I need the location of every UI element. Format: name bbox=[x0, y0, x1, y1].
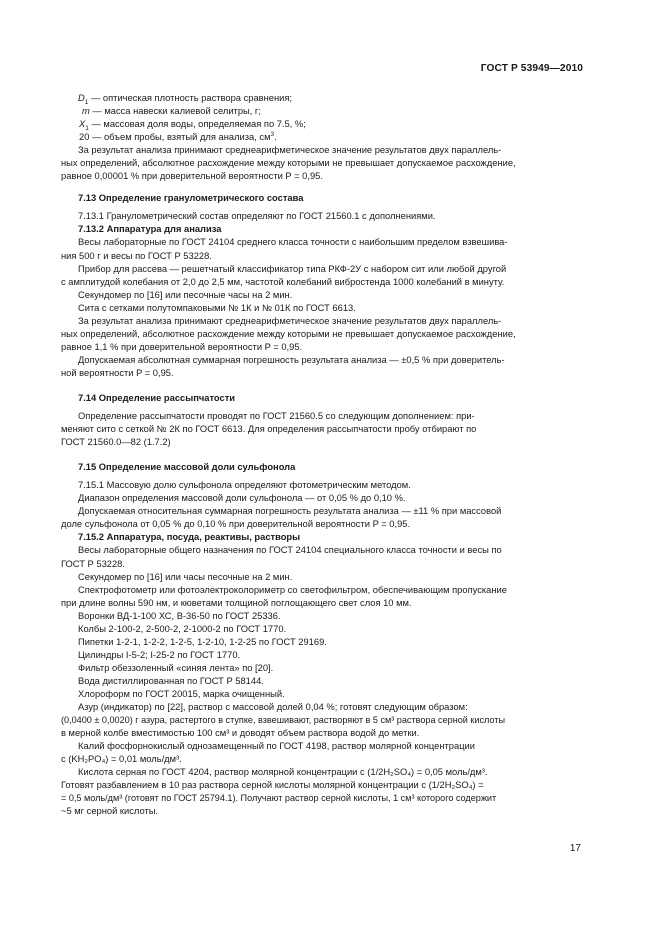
text-line: = 0,5 моль/дм³ (готовят по ГОСТ 25794.1). Получают раствор серной кислоты, 1 см³ которого содержит bbox=[61, 793, 497, 804]
def-symbol: 20 bbox=[79, 132, 90, 143]
text-line: ния 500 г и весы по ГОСТ Р 53228. bbox=[61, 250, 212, 261]
text-line: Прибор для рассева — решетчатый классификатор типа РКФ-2У с набором сит или любой другой bbox=[78, 263, 507, 274]
text-line: в мерной колбе вместимостью 100 см³ и доводят объем раствора водой до метки. bbox=[61, 728, 420, 739]
def-symbol: m bbox=[82, 106, 90, 117]
result-paragraph bbox=[61, 144, 583, 183]
text-line: Воронки ВД-1-100 ХС, В-36-50 по ГОСТ 25336. bbox=[78, 610, 281, 621]
text-line: Секундомер по [16] или часы песочные на 2 мин. bbox=[78, 571, 293, 582]
subsection-title: 7.15.2 Аппаратура, посуда, реактивы, растворы bbox=[78, 532, 301, 543]
section-title: 7.13 Определение гранулометрического состава bbox=[78, 193, 304, 204]
standard-header: ГОСТ Р 53949—2010 bbox=[480, 63, 583, 74]
def-sub: 1 bbox=[85, 124, 89, 132]
text-line: ГОСТ 21560.0—82 (1.7.2) bbox=[61, 437, 171, 448]
text-line: Спектрофотометр или фотоэлектроколориметр со светофильтром, обеспечивающим пропускание bbox=[78, 584, 507, 595]
text-line: ных определений, абсолютное расхождение между которыми не превышает допускаемое расхождение, bbox=[61, 328, 516, 339]
text-line: Хлороформ по ГОСТ 20015, марка очищенный. bbox=[78, 688, 285, 699]
section-7-14 bbox=[61, 392, 583, 449]
text-line: 7.15.1 Массовую долю сульфонола определяют фотометрическим методом. bbox=[78, 480, 411, 491]
text-line: Пипетки 1-2-1, 1-2-2, 1-2-5, 1-2-10, 1-2-25 по ГОСТ 29169. bbox=[78, 636, 327, 647]
text-line: 7.13.1 Гранулометрический состав определяют по ГОСТ 21560.1 с дополнениями. bbox=[78, 211, 436, 222]
text-line: Калий фосфорнокислый однозамещенный по ГОСТ 4198, раствор молярной концентрации bbox=[78, 741, 475, 752]
text-line: (0,0400 ± 0,0020) г азура, растертого в ступке, взвешивают, растворяют в 5 см³ раствора серной кислоты bbox=[61, 715, 505, 726]
text-line: ной вероятности P = 0,95. bbox=[61, 367, 174, 378]
section-title: 7.14 Определение рассыпчатости bbox=[78, 392, 236, 403]
definition-item bbox=[78, 105, 583, 118]
definitions-list bbox=[78, 92, 583, 144]
text-line: Колбы 2-100-2, 2-500-2, 2-1000-2 по ГОСТ 1770. bbox=[78, 623, 287, 634]
def-sup: 3 bbox=[270, 131, 275, 139]
definition-item bbox=[78, 118, 583, 131]
text-line: Фильтр обеззоленный «синяя лента» по [20]. bbox=[78, 662, 274, 673]
def-symbol: D bbox=[78, 93, 85, 103]
definition-item: 20 — объем пробы, взятый для анализа, $см^3$. bbox=[79, 131, 277, 143]
text-line: Азур (индикатор) по [22], раствор с массовой долей 0,04 %; готовят следующим образом: bbox=[78, 702, 468, 713]
text-line: Весы лабораторные по ГОСТ 24104 среднего класса точности с наибольшим пределом взвешива- bbox=[78, 237, 508, 248]
page-content bbox=[61, 92, 583, 818]
text-line: Готовят разбавлением в 10 раз раствора серной кислоты молярной концентрации c (1/2H₂SO₄) = bbox=[61, 780, 484, 791]
def-sub: 1 bbox=[84, 98, 89, 106]
text-line: Вода дистиллированная по ГОСТ Р 58144. bbox=[78, 675, 264, 686]
text-line: Цилиндры I-5-2; I-25-2 по ГОСТ 1770. bbox=[78, 649, 241, 660]
text-line: ных определений, абсолютное расхождение между которыми не превышает допускаемое расхождение, bbox=[61, 158, 516, 169]
text-line: Сита с сетками полутомпаковыми № 1К и № 01К по ГОСТ 6613. bbox=[78, 302, 356, 313]
section-7-13 bbox=[61, 192, 583, 380]
text-line: Весы лабораторные общего назначения по ГОСТ 24104 специального класса точности и весы по bbox=[78, 545, 502, 556]
text-line: равное 1,1 % при доверительной вероятности P = 0,95. bbox=[61, 341, 303, 352]
text-line: Диапазон определения массовой доли сульфонола — от 0,05 % до 0,10 %. bbox=[78, 493, 406, 504]
def-text: — оптическая плотность раствора сравнения; bbox=[88, 93, 293, 103]
def-symbol: X bbox=[79, 119, 86, 130]
subsection-title: 7.13.2 Аппаратура для анализа bbox=[78, 224, 222, 235]
text-line: За результат анализа принимают среднеарифметическое значение результатов двух параллель- bbox=[78, 145, 502, 156]
section-7-15 bbox=[61, 461, 583, 818]
text-line: c (KH₂PO₄) = 0,01 моль/дм³. bbox=[61, 754, 182, 765]
text-line: доле сульфонола от 0,05 % до 0,10 % при доверительной вероятности P = 0,95. bbox=[61, 519, 411, 530]
text-line: Секундомер по [16] или песочные часы на 2 мин. bbox=[78, 289, 293, 300]
text-line: Определение рассыпчатости проводят по ГОСТ 21560.5 со следующим дополнением: при- bbox=[78, 411, 475, 422]
text-line: Допускаемая относительная суммарная погрешность результата анализа — ±11 % при массовой bbox=[78, 506, 502, 517]
text-line: Допускаемая абсолютная суммарная погрешность результата анализа — ±0,5 % при доверитель- bbox=[78, 354, 505, 365]
text-line: с амплитудой колебания от 2,0 до 2,5 мм, частотой колебаний вибростенда 1000 колебаний в минуту. bbox=[61, 276, 505, 287]
section-title: 7.15 Определение массовой доли сульфонола bbox=[78, 462, 296, 473]
definition-item bbox=[78, 92, 583, 105]
text-line: Кислота серная по ГОСТ 4204, раствор молярной концентрации c (1/2H₂SO₄) = 0,05 моль/дм³. bbox=[78, 767, 488, 778]
def-text: — объем пробы, взятый для анализа, см bbox=[89, 132, 271, 143]
page-number: 17 bbox=[569, 843, 581, 854]
text-line: при длине волны 590 нм, и кюветами толщиной поглощающего свет слоя 10 мм. bbox=[61, 597, 412, 608]
def-text: — масса навески калиевой селитры, г; bbox=[89, 106, 261, 117]
text-line: ГОСТ Р 53228. bbox=[61, 558, 125, 569]
text-line: За результат анализа принимают среднеарифметическое значение результатов двух параллель- bbox=[78, 315, 502, 326]
text-line: равное 0,00001 % при доверительной вероятности P = 0,95. bbox=[61, 171, 323, 182]
text-line: меняют сито с сеткой № 2К по ГОСТ 6613. Для определения рассыпчатости пробу отбирают по bbox=[61, 424, 477, 435]
text-line: ~5 мг серной кислоты. bbox=[61, 806, 159, 817]
def-text: — массовая доля воды, определяемая по 7.5, %; bbox=[88, 119, 306, 130]
